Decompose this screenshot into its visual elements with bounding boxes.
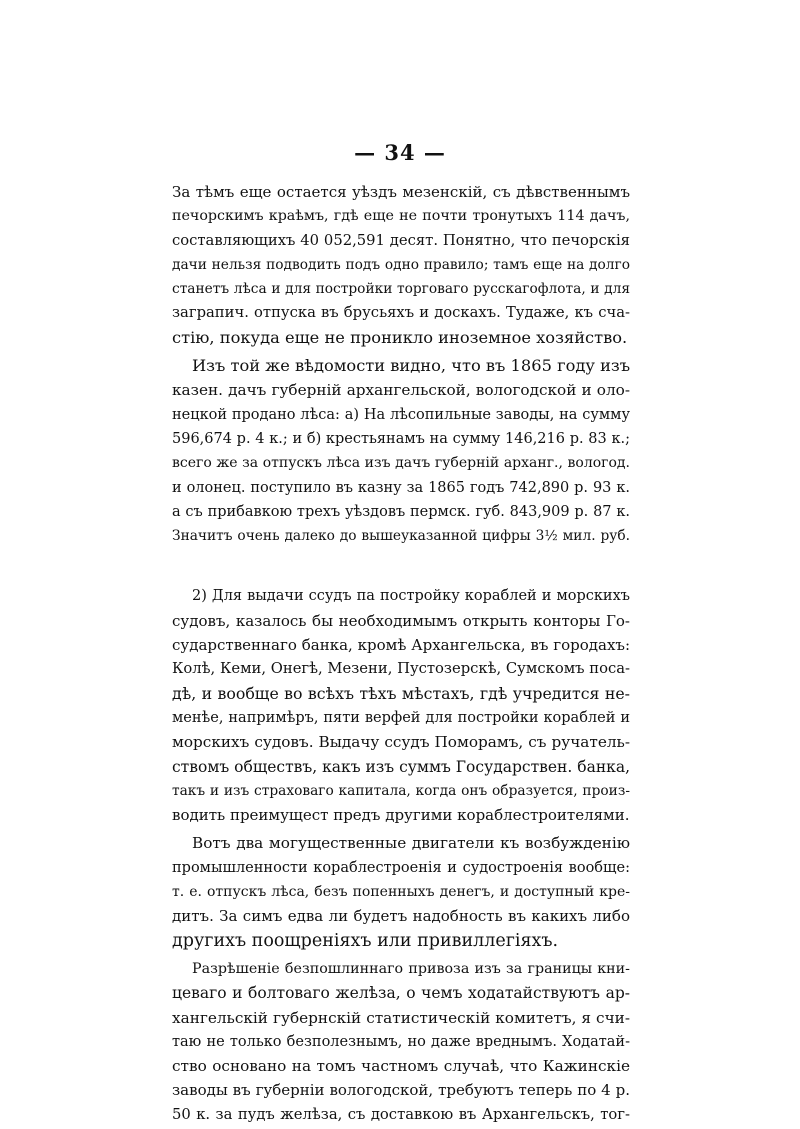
text-line: печорскимъ краѣмъ, гдѣ еще не почти тронутыхъ 114 дачъ, — [172, 208, 630, 225]
text-line: менѣе, напримѣръ, пяти верфей для постройки кораблей и — [172, 709, 630, 726]
text-line: заводы въ губерніи вологодской, требуютъ теперь по 4 р. — [172, 1081, 630, 1100]
text-line: сударственнаго банка, кромѣ Архангельска, въ городахъ: — [172, 636, 630, 655]
text-line: Вотъ два могущественные двигатели къ возбужденію — [192, 834, 630, 853]
text-line: морскихъ судовъ. Выдачу ссудъ Поморамъ, съ ручатель- — [172, 733, 630, 752]
page-number: — 34 — — [354, 140, 446, 165]
text-line: дитъ. За симъ едва ли будетъ надобность въ какихъ либо — [172, 907, 630, 926]
text-line: цеваго и болтоваго желѣза, о чемъ ходатайствуютъ ар- — [172, 984, 630, 1003]
text-line: 50 к. за пудъ желѣза, съ доставкою въ Архангельскъ, тог- — [172, 1105, 630, 1123]
text-line: и олонец. поступило въ казну за 1865 годъ 742,890 р. 93 к. — [172, 479, 630, 496]
paragraph — [172, 584, 630, 827]
paragraph — [172, 180, 630, 350]
text-line: дѣ, и вообще во всѣхъ тѣхъ мѣстахъ, гдѣ учредится не- — [172, 683, 630, 703]
paragraph — [172, 354, 630, 548]
paragraph — [172, 957, 630, 1127]
text-line: Колѣ, Кеми, Онегѣ, Мезени, Пустозерскѣ, Сумскомъ поса- — [172, 660, 630, 678]
text-line: промышленности кораблестроенія и судостроенія вообще: — [172, 859, 630, 876]
text-line: ствомъ обществъ, какъ изъ суммъ Государствен. банка, — [172, 757, 630, 776]
text-line: дачи нельзя подводить подъ одно правило; тамъ еще на долго — [172, 256, 630, 273]
text-line: За тѣмъ еще остается уѣздъ мезенскій, съ дѣвственнымъ — [172, 183, 630, 201]
text-line: Разрѣшеніе безпошлиннаго привоза изъ за границы кни- — [192, 960, 630, 977]
text-line: Изъ той же вѣдомости видно, что въ 1865 году изъ — [192, 356, 631, 376]
text-line: станетъ лѣса и для постройки торговаго русскагофлота, и для — [172, 281, 630, 298]
text-body — [172, 180, 630, 1127]
text-line: ство основано на томъ частномъ случаѣ, что Кажинскіе — [172, 1057, 630, 1076]
text-line: а съ прибавкою трехъ уѣздовъ пермск. губ. 843,909 р. 87 к. — [172, 503, 630, 520]
text-line: 596,674 р. 4 к.; и б) крестьянамъ на сумму 146,216 р. 83 к.; — [172, 430, 630, 447]
text-line: всего же за отпускъ лѣса изъ дачъ губерній арханг., вологод. — [172, 455, 630, 472]
text-line: казен. дачъ губерній архангельской, вологодской и оло- — [172, 381, 630, 400]
text-line: заграпич. отпуска въ брусьяхъ и доскахъ. Тудаже, къ сча- — [172, 304, 630, 322]
text-line: 2) Для выдачи ссудъ па постройку кораблей и морскихъ — [192, 588, 630, 605]
text-line: нецкой продано лѣса: а) На лѣсопильные заводы, на сумму — [172, 406, 630, 423]
text-line: составляющихъ 40 052,591 десят. Понятно, что печорскія — [172, 231, 630, 249]
text-line: стію, покуда еще не проникло иноземное хозяйство. — [172, 327, 628, 347]
text-line: другихъ поощреніяхъ или привиллегіяхъ. — [172, 930, 559, 951]
text-line: т. е. отпускъ лѣса, безъ попенныхъ денегъ, и доступный кре- — [172, 884, 630, 901]
text-line: такъ и изъ страховаго капитала, когда онъ образуется, произ- — [172, 782, 630, 799]
text-line: водить преимущест предъ другими кораблестроителями. — [172, 806, 630, 825]
text-line: хангельскій губернскій статистическій комитетъ, я счи- — [172, 1008, 630, 1027]
text-line: таю не только безполезнымъ, но даже вреднымъ. Ходатай- — [172, 1033, 630, 1050]
text-line: Значитъ очень далеко до вышеуказанной цифры 3½ мил. руб. — [172, 528, 630, 545]
paragraph — [172, 831, 630, 952]
text-line: судовъ, казалось бы необходимымъ открыть конторы Го- — [172, 611, 630, 630]
